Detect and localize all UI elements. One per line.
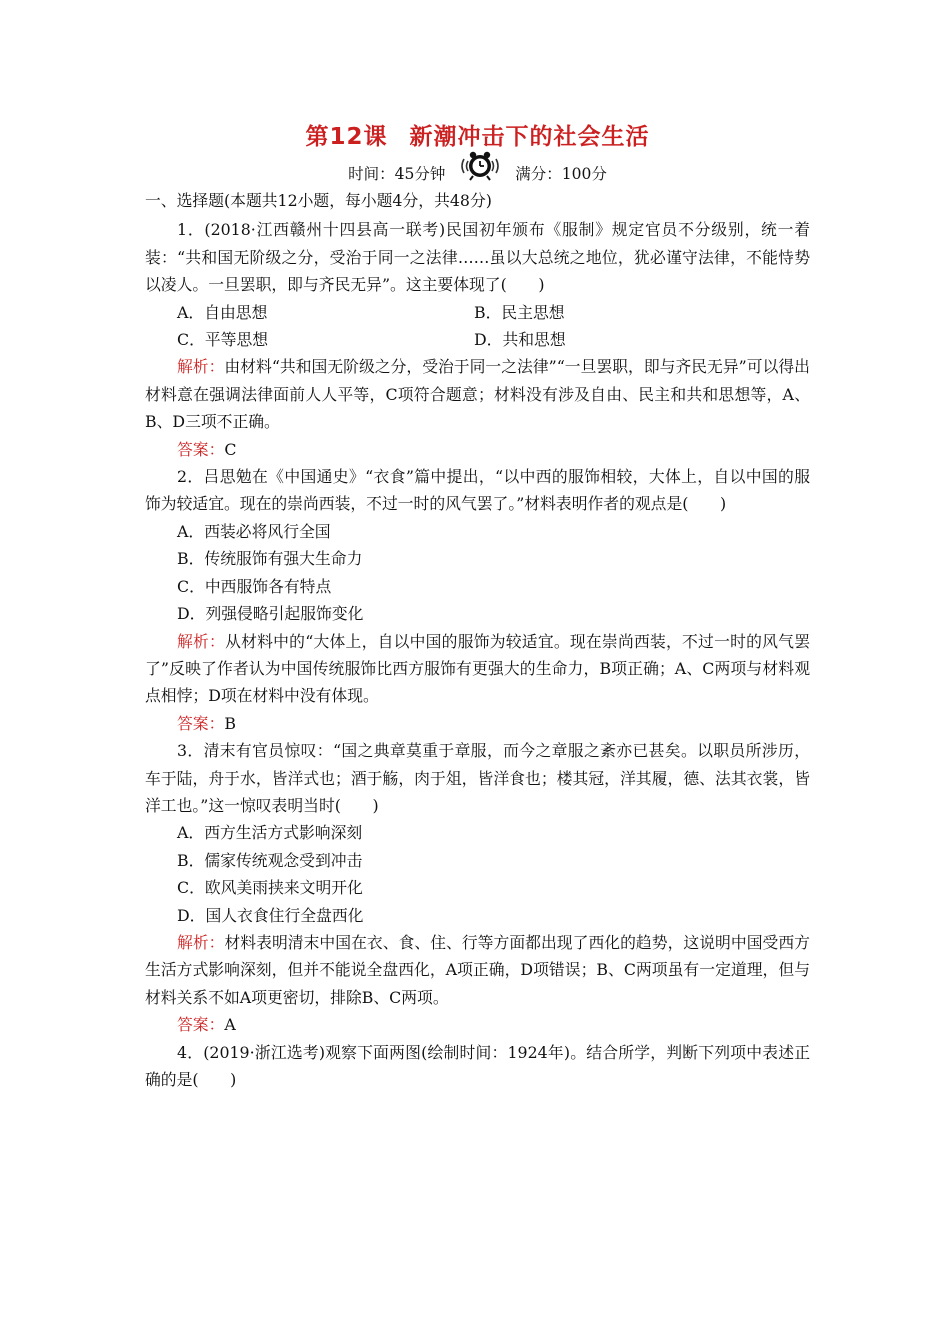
option-c: C．中西服饰各有特点 (177, 576, 332, 596)
option-a: A．西装必将风行全国 (177, 521, 331, 541)
analysis-text: 从材料中的“大体上，自以中国的服饰为较适宜。现在崇尚西装，不过一时的风气罢了”反映了作者认为中国传统服饰比西方服饰有更强大的生命力，B项正确；A、C两项与材料观点相悖；D项在材料中没有体现。 (145, 631, 810, 706)
analysis-text: 由材料“共和国无阶级之分，受治于同一之法律”“一旦罢职，即与齐民无异”可以得出材料意在强调法律面前人人平等，C项符合题意；材料没有涉及自由、民主和共和思想等，A、B、D三项不正确。 (145, 357, 810, 432)
answer-value: C (224, 439, 237, 459)
option-d: D．共和思想 (474, 330, 566, 350)
option-b: B．传统服饰有强大生命力 (177, 549, 363, 569)
analysis-label: 解析： (177, 932, 225, 952)
document-page (145, 118, 810, 1093)
full-score: 满分：100分 (515, 165, 607, 183)
answer-value: A (224, 1015, 236, 1035)
exam-meta (145, 161, 810, 187)
question-1-answer (145, 436, 810, 463)
lesson-number: 第12课 (305, 124, 388, 150)
option-b: B．民主思想 (474, 302, 565, 322)
answer-value: B (224, 713, 237, 733)
analysis-label: 解析： (177, 631, 226, 651)
option-a: A．西方生活方式影响深刻 (177, 823, 363, 843)
option-b: B．儒家传统观念受到冲击 (177, 850, 363, 870)
answer-label: 答案： (177, 439, 225, 459)
question-3-analysis (145, 929, 810, 1011)
question-1-options-row-2 (145, 326, 810, 353)
question-2-answer (145, 710, 810, 737)
lesson-name: 新潮冲击下的社会生活 (409, 124, 650, 150)
alarm-clock-icon (458, 151, 502, 189)
option-d: D．列强侵略引起服饰变化 (177, 604, 364, 624)
answer-label: 答案： (177, 1015, 225, 1035)
question-1-analysis (145, 353, 810, 435)
question-3-stem: 3．清末有官员惊叹：“国之典章莫重于章服，而今之章服之紊亦已甚矣。以职员所涉历，车于陆，舟于水，皆洋式也；酒于觞，肉于俎，皆洋食也；楼其冠，洋其履，德、法其衣裳，皆洋工也。”这一惊叹表明当时( ) (145, 741, 810, 815)
option-c: C．平等思想 (177, 330, 269, 350)
question-4-stem: 4．(2019·浙江选考)观察下面两图(绘制时间：1924年)。结合所学，判断下列项中表述正确的是( ) (145, 1042, 810, 1089)
question-2-analysis (145, 628, 810, 710)
question-3-answer (145, 1011, 810, 1038)
option-c: C．欧风美雨挟来文明开化 (177, 878, 363, 898)
option-d: D．国人衣食住行全盘西化 (177, 905, 364, 925)
question-1-stem: 1．(2018·江西赣州十四县高一联考)民国初年颁布《服制》规定官员不分级别，统一着装：“共和国无阶级之分，受治于同一之法律……虽以大总统之地位，犹必谨守法律，不能恃势以凌人。一旦罢职，即与齐民无异”。这主要体现了( ) (145, 220, 810, 295)
question-1-options-row-1 (145, 299, 810, 326)
section-heading: 一、选择题(本题共12小题，每小题4分，共48分) (145, 191, 492, 210)
question-2-stem: 2．吕思勉在《中国通史》“衣食”篇中提出，“以中西的服饰相较，大体上，自以中国的服饰为较适宜。现在的崇尚西装，不过一时的风气罢了。”材料表明作者的观点是( ) (145, 467, 810, 514)
time-limit: 时间：45分钟 (348, 165, 446, 183)
answer-label: 答案： (177, 713, 225, 733)
lesson-title (145, 118, 810, 151)
analysis-label: 解析： (177, 357, 225, 377)
option-a: A．自由思想 (177, 302, 268, 322)
analysis-text: 材料表明清末中国在衣、食、住、行等方面都出现了西化的趋势，这说明中国受西方生活方式影响深刻，但并不能说全盘西化，A项正确，D项错误；B、C两项虽有一定道理，但与材料关系不如A项更密切，排除B、C两项。 (145, 932, 810, 1007)
